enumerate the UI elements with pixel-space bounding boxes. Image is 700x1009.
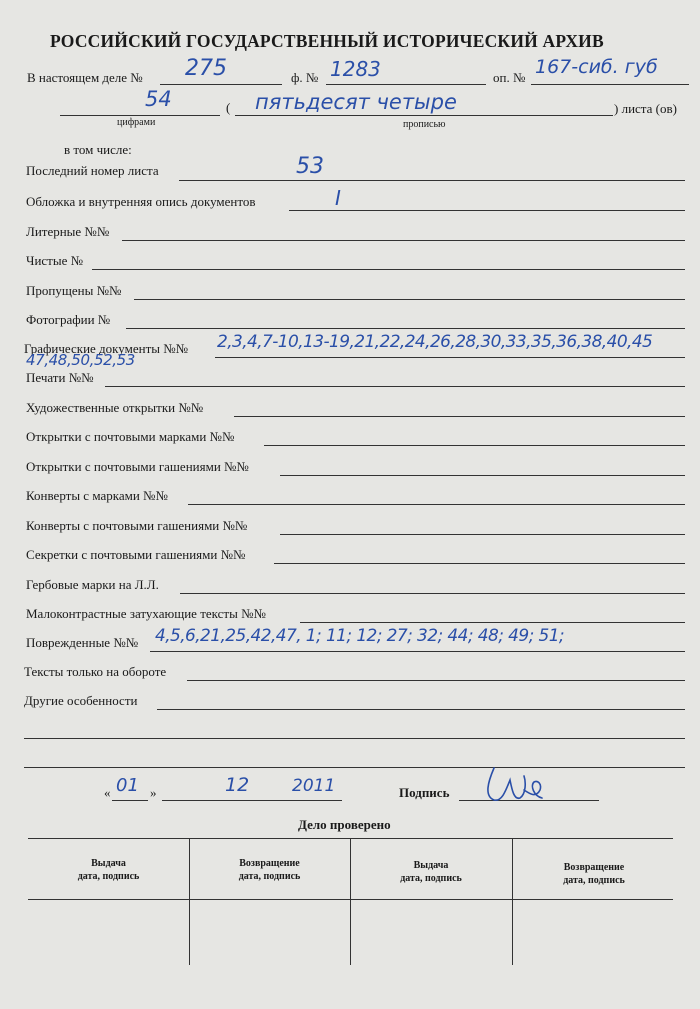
row-label-blank: Чистые № xyxy=(26,253,84,268)
table-header-return-2 xyxy=(514,861,674,887)
including-label: в том числе: xyxy=(64,142,132,157)
table-header-issue-2 xyxy=(352,859,510,885)
table-col-divider xyxy=(512,838,513,965)
delo-value: 275 xyxy=(185,56,227,81)
row-line xyxy=(122,240,685,241)
delo-label: В настоящем деле № xyxy=(27,70,143,85)
date-month: 12 xyxy=(225,774,250,796)
row-label-photos: Фотографии № xyxy=(26,312,111,327)
open-paren: ( xyxy=(226,100,231,115)
row-label-graphic: Графические документы №№ xyxy=(24,341,189,356)
row-label-envelopes-cancel: Конверты с почтовыми гашениями №№ xyxy=(26,518,248,533)
date-year: 2011 xyxy=(292,776,336,796)
row-value-graphic-continuation: 47,48,50,52,53 xyxy=(26,351,135,369)
digits-caption: цифрами xyxy=(117,117,156,128)
blank-line xyxy=(24,767,685,768)
sheets-suffix: ) листа (ов) xyxy=(614,101,677,116)
row-label-back-only: Тексты только на обороте xyxy=(24,664,167,679)
sheets-words-value: пятьдесят четыре xyxy=(255,90,457,114)
opis-underline xyxy=(531,84,689,85)
row-line xyxy=(157,709,685,710)
row-value-damaged: 4,5,6,21,25,42,47, 1; 11; 12; 27; 32; 44; 48; 49; 51; xyxy=(155,626,565,646)
table-header-return-1 xyxy=(191,857,348,883)
row-line xyxy=(300,622,685,623)
fond-value: 1283 xyxy=(330,57,381,81)
opis-label: оп. № xyxy=(493,70,526,85)
row-label-last-sheet: Последний номер листа xyxy=(26,163,159,178)
row-line xyxy=(134,299,685,300)
signature-scribble xyxy=(480,760,560,808)
row-value-graphic: 2,3,4,7-10,13-19,21,22,24,26,28,30,33,35,36,38,40,45 xyxy=(217,332,653,352)
row-line xyxy=(234,416,685,417)
table-header-line2: дата, подпись xyxy=(400,873,462,884)
row-label-low-contrast: Малоконтрастные затухающие тексты №№ xyxy=(26,606,266,621)
row-line xyxy=(188,504,685,505)
row-label-seals: Печати №№ xyxy=(26,370,94,385)
table-header-line2: дата, подпись xyxy=(77,871,140,882)
row-line xyxy=(274,563,685,564)
page-title: РОССИЙСКИЙ ГОСУДАРСТВЕННЫЙ ИСТОРИЧЕСКИЙ АРХИВ xyxy=(50,31,604,51)
date-month-underline xyxy=(162,800,342,801)
signature-label: Подпись xyxy=(399,785,450,800)
row-label-cards-stamps: Открытки с почтовыми марками №№ xyxy=(26,429,235,444)
row-label-other: Другие особенности xyxy=(24,693,138,708)
row-label-damaged: Поврежденные №№ xyxy=(26,635,139,650)
table-header-line1: Возвращение xyxy=(563,862,625,873)
row-line xyxy=(187,680,685,681)
opis-value: 167-сиб. губ xyxy=(535,56,658,78)
row-label-revenue: Гербовые марки на Л.Л. xyxy=(26,577,159,592)
row-label-cards-cancel: Открытки с почтовыми гашениями №№ xyxy=(26,459,249,474)
row-line xyxy=(179,180,685,181)
row-line xyxy=(92,269,685,270)
row-value-cover: I xyxy=(335,186,341,210)
digits-underline xyxy=(60,115,220,116)
fond-underline xyxy=(326,84,486,85)
words-caption: прописью xyxy=(403,119,446,130)
row-line xyxy=(264,445,685,446)
row-line xyxy=(126,328,685,329)
row-line xyxy=(280,475,685,476)
date-close-quote: » xyxy=(150,785,157,800)
row-line xyxy=(105,386,685,387)
date-day-underline xyxy=(112,800,148,801)
table-header-line1: Возвращение xyxy=(239,858,300,869)
row-line xyxy=(280,534,685,535)
date-open-quote: « xyxy=(104,785,111,800)
row-label-secrets-cancel: Секретки с почтовыми гашениями №№ xyxy=(26,547,246,562)
date-day: 01 xyxy=(116,775,139,796)
row-label-envelopes-stamps: Конверты с марками №№ xyxy=(26,488,168,503)
row-line xyxy=(289,210,685,211)
table-header-line2: дата, подпись xyxy=(238,871,301,882)
fond-label: ф. № xyxy=(291,70,319,85)
table-header-issue-1 xyxy=(30,857,187,883)
words-underline xyxy=(235,115,613,116)
table-col-divider xyxy=(350,838,351,965)
row-label-cover: Обложка и внутренняя опись документов xyxy=(26,194,256,209)
table-col-divider xyxy=(189,838,190,965)
row-line xyxy=(150,651,685,652)
row-label-skipped: Пропущены №№ xyxy=(26,283,122,298)
row-label-letter: Литерные №№ xyxy=(26,224,110,239)
row-label-art-cards: Художественные открытки №№ xyxy=(26,400,204,415)
checked-title: Дело проверено xyxy=(298,817,391,832)
sheets-digits-value: 54 xyxy=(145,87,172,111)
table-header-line2: дата, подпись xyxy=(563,875,625,886)
delo-underline xyxy=(160,84,282,85)
row-line xyxy=(180,593,685,594)
table-header-line1: Выдача xyxy=(91,858,126,869)
table-header-line1: Выдача xyxy=(413,860,449,871)
blank-line xyxy=(24,738,685,739)
row-line xyxy=(215,357,685,358)
row-value-last-sheet: 53 xyxy=(296,154,324,179)
